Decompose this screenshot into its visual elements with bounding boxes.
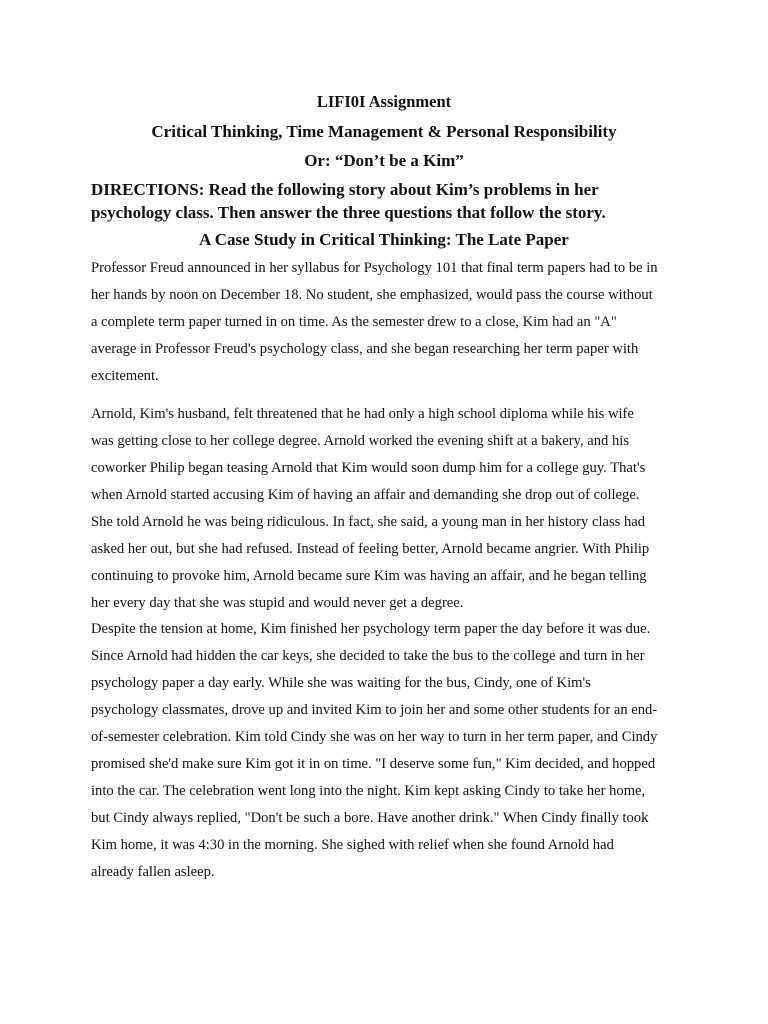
paragraph-line: coworker Philip began teasing Arnold that Kim would soon dump him for a college guy. That's	[91, 460, 646, 476]
paragraph-line: She told Arnold he was being ridiculous. In fact, she said, a young man in her history class had	[91, 514, 646, 530]
paragraph-line: but Cindy always replied, "Don't be such a bore. Have another drink." When Cindy finally took	[91, 810, 649, 826]
paragraph-line: was getting close to her college degree. Arnold worked the evening shift at a bakery, and his	[91, 433, 630, 449]
paragraph-line: of-semester celebration. Kim told Cindy she was on her way to turn in her term paper, and Cindy	[91, 729, 658, 745]
paragraph-line: continuing to provoke him, Arnold became sure Kim was having an affair, and he began telling	[91, 568, 647, 584]
paragraph-line: asked her out, but she had refused. Instead of feeling better, Arnold became angrier. With Philip	[91, 541, 650, 557]
paragraph-line: when Arnold started accusing Kim of having an affair and demanding she drop out of college.	[91, 487, 640, 503]
story-paragraph-2	[91, 401, 691, 617]
assignment-title: LIFI0I Assignment	[316, 92, 452, 111]
paragraph-line: into the car. The celebration went long into the night. Kim kept asking Cindy to take her home,	[91, 783, 646, 799]
paragraph-line: promised she'd make sure Kim got it in on time. "I deserve some fun," Kim decided, and hopped	[91, 756, 656, 772]
paragraph-line: Arnold, Kim's husband, felt threatened that he had only a high school diploma while his wife	[91, 406, 634, 422]
assignment-alt-title: Or: “Don’t be a Kim”	[304, 151, 464, 170]
paragraph-line: Kim home, it was 4:30 in the morning. She sighed with relief when she found Arnold had	[91, 837, 614, 853]
paragraph-line: psychology paper a day early. While she was waiting for the bus, Cindy, one of Kim's	[91, 675, 591, 691]
story-paragraph-3	[91, 616, 691, 886]
paragraph-line: psychology classmates, drove up and invited Kim to join her and some other students for an end-	[91, 702, 658, 718]
paragraph-line: Professor Freud announced in her syllabus for Psychology 101 that final term papers had to be in	[91, 260, 658, 276]
case-study-heading: A Case Study in Critical Thinking: The Late Paper	[199, 230, 569, 249]
paragraph-line: excitement.	[91, 368, 159, 384]
paragraph-line: Despite the tension at home, Kim finished her psychology term paper the day before it was due.	[91, 621, 651, 637]
paragraph-line: already fallen asleep.	[91, 864, 215, 880]
paragraph-line: average in Professor Freud's psychology class, and she began researching her term paper with	[91, 341, 639, 357]
paragraph-line: her hands by noon on December 18. No student, she emphasized, would pass the course without	[91, 287, 653, 303]
paragraph-line: a complete term paper turned in on time. As the semester drew to a close, Kim had an "A"	[91, 314, 617, 330]
story-paragraph-1	[91, 255, 691, 390]
paragraph-line: Since Arnold had hidden the car keys, she decided to take the bus to the college and turn in her	[91, 648, 645, 664]
paragraph-line: her every day that she was stupid and would never get a degree.	[91, 595, 464, 611]
directions-text: DIRECTIONS: Read the following story about Kim’s problems in her psychology class. Then answer the three questions that follow the story.	[91, 180, 606, 222]
assignment-subtitle: Critical Thinking, Time Management & Personal Responsibility	[151, 122, 617, 141]
